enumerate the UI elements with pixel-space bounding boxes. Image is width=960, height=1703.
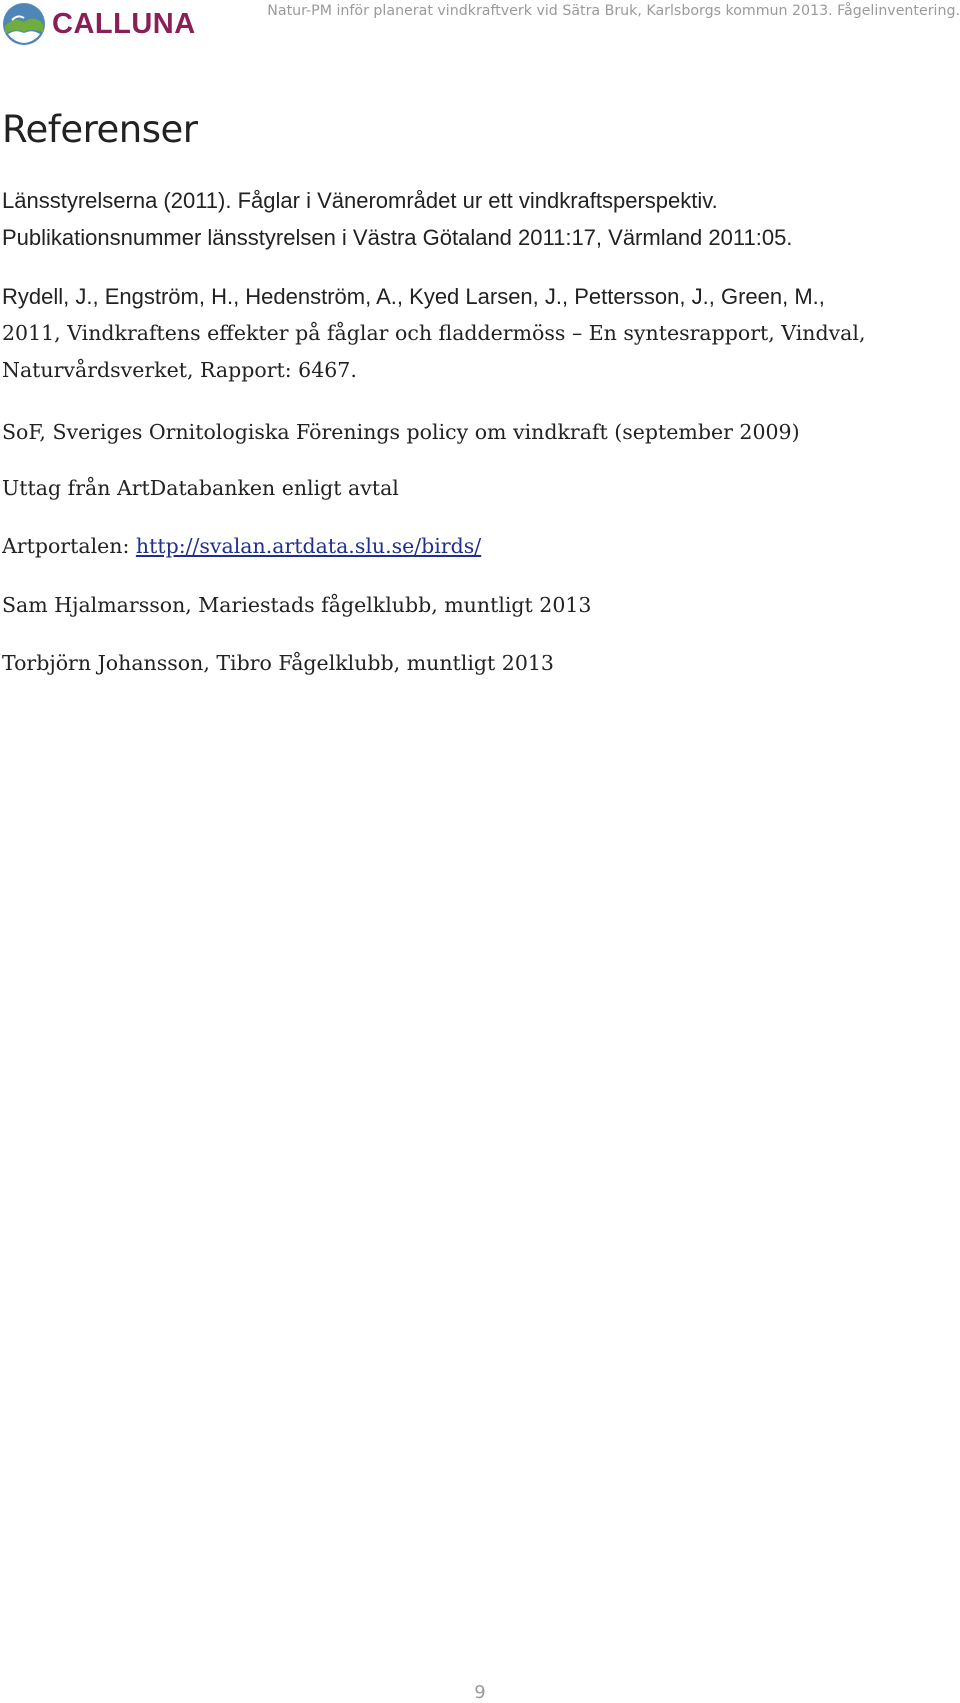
reference-artportalen — [2, 529, 481, 563]
section-heading: Referenser — [2, 108, 198, 151]
reference-line: Länsstyrelserna (2011). Fåglar i Vänerområdet ur ett vindkraftsperspektiv. — [2, 188, 718, 213]
reference-hjalmarsson: Sam Hjalmarsson, Mariestads fågelklubb, muntligt 2013 — [2, 593, 592, 617]
reference-uttag: Uttag från ArtDatabanken enligt avtal — [2, 476, 399, 500]
reference-line: Naturvårdsverket, Rapport: 6467. — [2, 358, 357, 382]
logo-text: CALLUNA — [52, 7, 196, 40]
calluna-logo — [2, 2, 196, 46]
reference-rydell — [2, 278, 865, 389]
document-title: Natur-PM inför planerat vindkraftverk vid Sätra Bruk, Karlsborgs kommun 2013. Fågelinventering. — [267, 3, 960, 19]
artportalen-label: Artportalen: — [2, 534, 136, 558]
page-number: 9 — [474, 1682, 486, 1703]
reference-line: Publikationsnummer länsstyrelsen i Västra Götaland 2011:17, Värmland 2011:05. — [2, 225, 793, 250]
page-header — [0, 0, 960, 50]
calluna-logo-mark — [2, 2, 46, 46]
artportalen-link[interactable]: http://svalan.artdata.slu.se/birds/ — [135, 534, 482, 558]
reference-line: Rydell, J., Engström, H., Hedenström, A., Kyed Larsen, J., Pettersson, J., Green, M., — [2, 284, 825, 309]
reference-sof: SoF, Sveriges Ornitologiska Förenings policy om vindkraft (september 2009) — [2, 420, 800, 444]
reference-johansson: Torbjörn Johansson, Tibro Fågelklubb, muntligt 2013 — [2, 651, 554, 675]
reference-lansstyrelserna — [2, 182, 792, 256]
reference-line: 2011, Vindkraftens effekter på fåglar och fladdermöss – En syntesrapport, Vindval, — [2, 321, 866, 345]
